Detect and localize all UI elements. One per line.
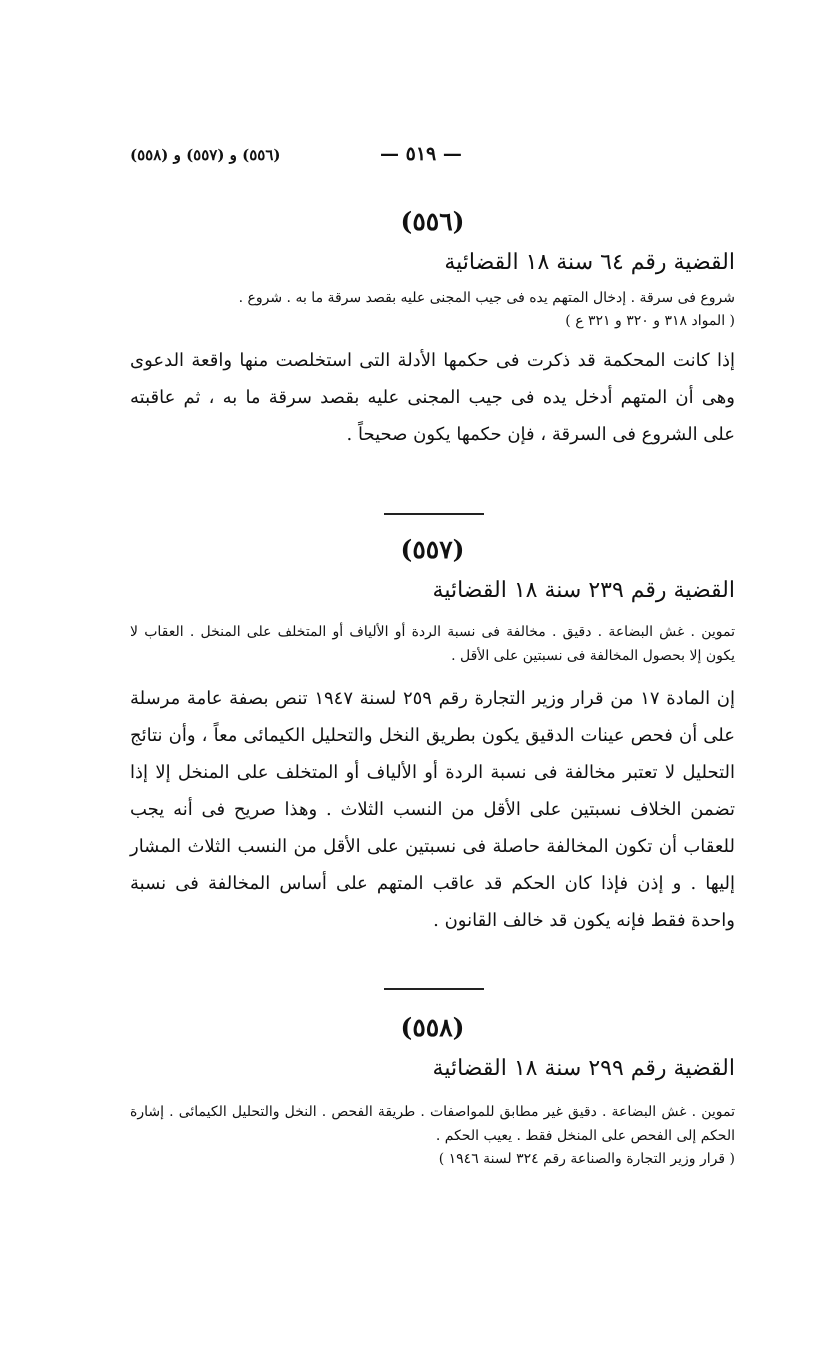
case-articles: ( المواد ٣١٨ و ٣٢٠ و ٣٢١ ع )	[565, 313, 735, 329]
section-divider	[384, 988, 484, 990]
case-number: (٥٥٦)	[400, 207, 465, 236]
case-keywords: تموين . غش البضاعة . دقيق غير مطابق للمواصفات . طريقة الفحص . النخل والتحليل الكيمائى . إشارة الحكم إلى الفحص على المنخل فقط . يعيب الحكم .	[130, 1104, 735, 1144]
case-body: إن المادة ١٧ من قرار وزير التجارة رقم ٢٥٩ لسنة ١٩٤٧ تنص بصفة عامة مرسلة على أن فحص عينات الدقيق يكون بطريق النخل والتحليل الكيمائى معاً ، وأن نتائج التحليل لا تعتبر مخالفة فى نسبة الردة أو الألياف أو المتخلف على المنخل إلا إذا تضمن الخلاف نسبتين على الأقل من النسب الثلاث . وهذا صريح فى أنه يجب للعقاب أن تكون المخالفة حاصلة فى نسبتين على الأقل من النسب الثلاث المشار إليها . و إذن فإذا كان الحكم قد عاقب المتهم على أساس المخالفة فى نسبة واحدة فقط فإنه يكون قد خالف القانون .	[130, 688, 735, 931]
case-section-556	[130, 202, 735, 453]
header-case-list: (٥٥٦) و (٥٥٧) و (٥٥٨)	[130, 146, 281, 164]
page-number: — ٥١٩ —	[380, 143, 462, 165]
case-keywords: تموين . غش البضاعة . دقيق . مخالفة فى نسبة الردة أو الألياف أو المتخلف على المنخل . العقاب لا يكون إلا بحصول المخالفة فى نسبتين على الأقل .	[130, 624, 735, 664]
case-keywords: شروع فى سرقة . إدخال المتهم يده فى جيب المجنى عليه بقصد سرقة ما به . شروع .	[238, 290, 735, 306]
case-section-558	[130, 1008, 735, 1170]
case-section-557	[130, 530, 735, 939]
case-title: القضية رقم ٢٣٩ سنة ١٨ القضائية	[432, 578, 735, 603]
section-divider	[384, 513, 484, 515]
case-number: (٥٥٨)	[400, 1013, 465, 1042]
case-number: (٥٥٧)	[400, 535, 465, 564]
page-header	[130, 143, 730, 176]
case-title: القضية رقم ٢٩٩ سنة ١٨ القضائية	[432, 1056, 735, 1081]
case-title: القضية رقم ٦٤ سنة ١٨ القضائية	[444, 250, 735, 275]
case-articles: ( قرار وزير التجارة والصناعة رقم ٣٢٤ لسنة ١٩٤٦ )	[438, 1151, 735, 1167]
case-body: إذا كانت المحكمة قد ذكرت فى حكمها الأدلة التى استخلصت منها واقعة الدعوى وهى أن المتهم أدخل يده فى جيب المجنى عليه بقصد سرقة ما به ، ثم عاقبته على الشروع فى السرقة ، فإن حكمها يكون صحيحاً .	[130, 350, 735, 445]
